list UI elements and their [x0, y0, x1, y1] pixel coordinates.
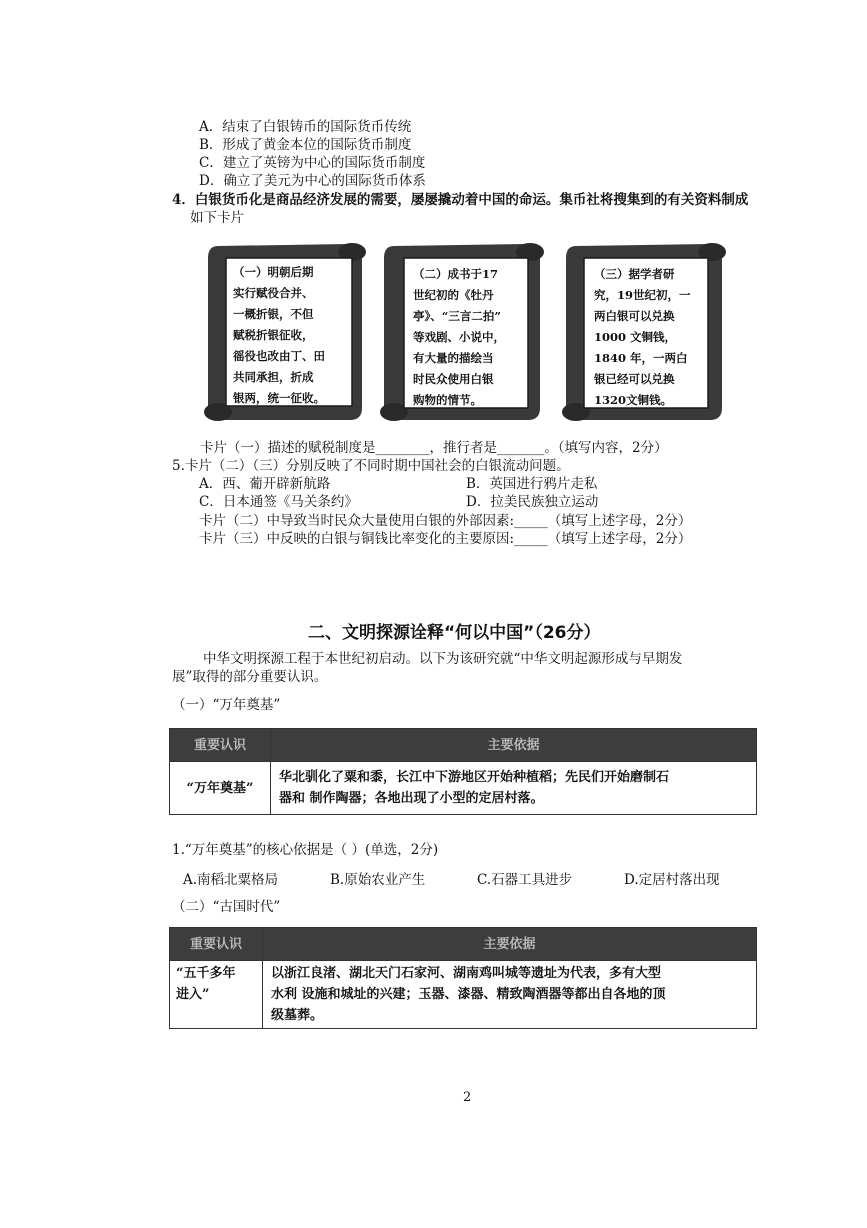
q5-fill-1: 卡片（二）中导致当时民众大量使用白银的外部因素:_____（填写上述字母，2分） — [199, 513, 692, 529]
table-1-header-col1: 重要认识 — [170, 729, 271, 762]
table-row — [170, 762, 757, 815]
table-2 — [169, 927, 757, 1029]
table-2-row-text — [263, 961, 757, 1029]
section-2-intro-line2: 展”取得的部分重要认识。 — [172, 669, 328, 685]
table-2-row-label — [170, 961, 263, 1029]
table-row — [170, 961, 757, 1029]
q4-fill-line: 卡片（一）描述的赋税制度是________，推行者是_______。（填写内容，2分） — [200, 440, 668, 456]
table-1 — [169, 728, 757, 815]
table-2-row-text-line3: 级墓葬。 — [271, 1008, 324, 1023]
q4-stem-line2: 如下卡片 — [190, 210, 244, 226]
q5-stem: 5.卡片（二）（三）分别反映了不同时期中国社会的白银流动问题。 — [172, 458, 570, 474]
q1-option-a: A.南稻北粟格局 — [183, 872, 279, 888]
table-2-row-label-line1: “五千多年 — [176, 966, 236, 981]
card-1-text: （一）明朝后期 实行赋役合并、 一概折银，不但 赋税折银征收， 徭役也改由丁、田 共同承担，折成 银两，统一征收。 — [233, 265, 325, 405]
table-1-row-text-line2: 器和 制作陶器；各地出现了小型的定居村落。 — [279, 791, 544, 806]
table-2-row-text-line2: 水利 设施和城址的兴建；玉器、漆器、精致陶酒器等都出自各地的顶 — [271, 987, 666, 1002]
card-2-text: （二）成书于17 世纪初的《牡丹 亭》、“三言二拍” 等戏剧、小说中， 有大量的描绘当 时民众使用白银 购物的情节。 — [413, 267, 505, 407]
q4-stem-line1: 4．白银货币化是商品经济发展的需要，屡屡撬动着中国的命运。集币社将搜集到的有关资料制成 — [172, 192, 749, 208]
q5-option-a: A．西、葡开辟新航路 — [199, 476, 331, 492]
table-1-header-col2: 主要依据 — [271, 729, 757, 762]
scroll-card-2 — [376, 236, 548, 426]
q1-stem: 1.“万年奠基”的核心依据是（ ）(单选，2分) — [172, 842, 439, 858]
q1-option-c: C.石器工具进步 — [477, 872, 573, 888]
q1-option-d: D.定居村落出现 — [624, 872, 720, 888]
table-2-row-text-line1: 以浙江良渚、湖北天门石家河、湖南鸡叫城等遗址为代表，多有大型 — [271, 966, 662, 981]
q5-option-d: D．拉美民族独立运动 — [466, 494, 599, 510]
table-2-header-col2: 主要依据 — [263, 928, 757, 961]
page-number: 2 — [463, 1090, 472, 1105]
scroll-card-1 — [200, 236, 370, 426]
section-2-intro-line1: 中华文明探源工程于本世纪初启动。以下为该研究就“中华文明起源形成与早期发 — [203, 651, 683, 667]
table-1-row-text — [271, 762, 757, 815]
part-1-title: （一）“万年奠基” — [172, 697, 281, 713]
table-2-header-col1: 重要认识 — [170, 928, 263, 961]
section-2-title: 二、文明探源诠释“何以中国”（26分） — [308, 623, 601, 643]
scroll-card-3 — [558, 236, 730, 426]
q5-option-c: C．日本通签《马关条约》 — [199, 494, 358, 510]
q1-option-b: B.原始农业产生 — [330, 872, 426, 888]
card-3-text: （三）据学者研 究，19世纪初，一 两白银可以兑换 1000 文铜钱， 1840 年，一两白 银已经可以兑换 1320文铜钱。 — [594, 267, 691, 407]
table-2-row-label-line2: 进入” — [176, 987, 210, 1002]
q5-option-b: B．英国进行鸦片走私 — [466, 476, 598, 492]
q5-fill-2: 卡片（三）中反映的白银与铜钱比率变化的主要原因:_____（填写上述字母，2分） — [199, 531, 692, 547]
table-1-row-label: “万年奠基” — [170, 762, 271, 815]
table-1-header — [170, 729, 757, 762]
part-2-title: （二）“古国时代” — [172, 899, 281, 915]
q3-option-c: C．建立了英镑为中心的国际货币制度 — [199, 155, 426, 171]
q3-option-a: A．结束了白银铸币的国际货币传统 — [199, 119, 412, 135]
table-1-row-text-line1: 华北驯化了粟和黍，长江中下游地区开始种植稻；先民们开始磨制石 — [279, 770, 670, 785]
table-2-header — [170, 928, 757, 961]
q3-option-b: B．形成了黄金本位的国际货币制度 — [199, 137, 412, 153]
q3-option-d: D．确立了美元为中心的国际货币体系 — [199, 173, 426, 189]
